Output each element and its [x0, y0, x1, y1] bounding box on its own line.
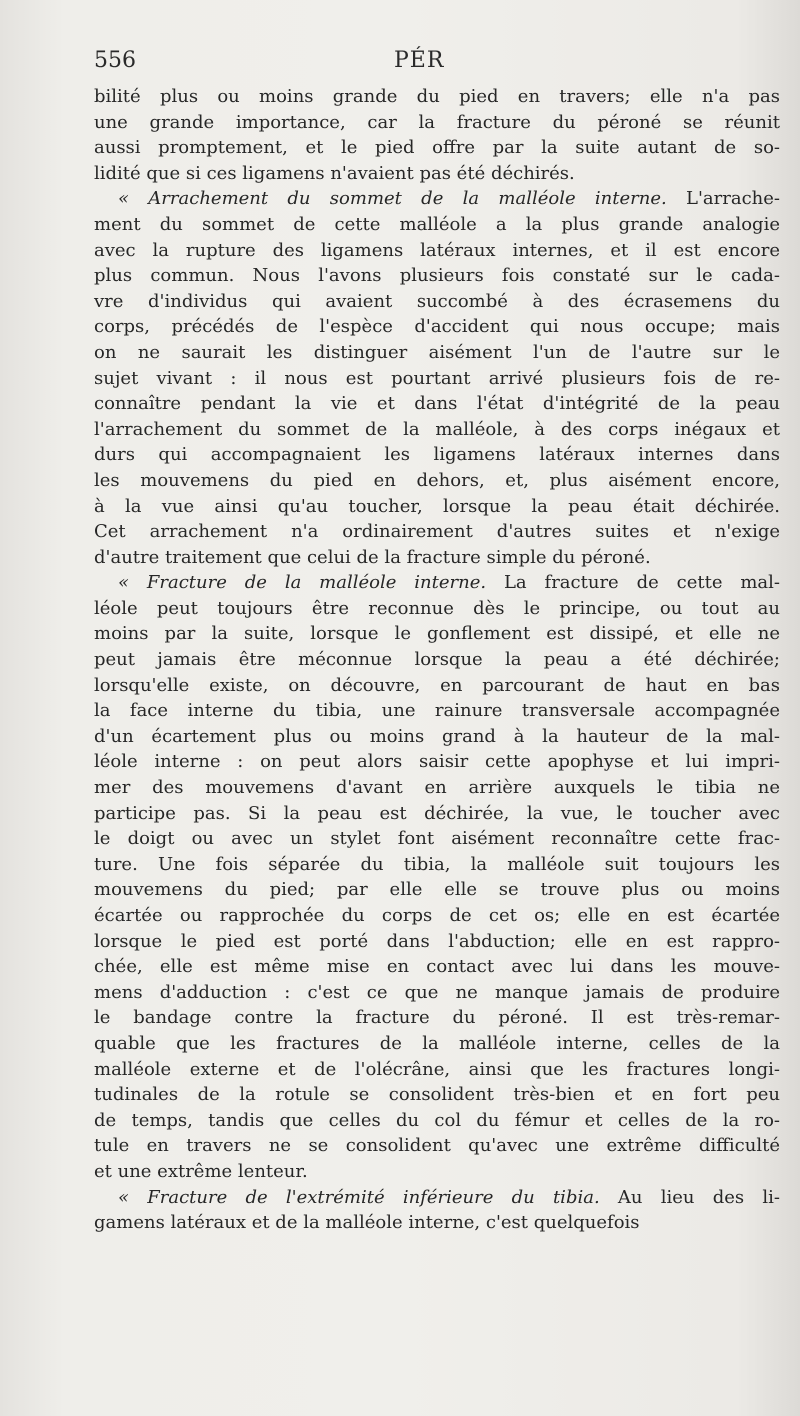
line-text: de temps, tandis que celles du col du fémur et celles de la ro- [94, 1109, 780, 1131]
line-text: tule en travers ne se consolident qu'avec une extrême difficulté [94, 1135, 780, 1157]
line-text: une grande importance, car la fracture du péroné se réunit [94, 111, 780, 133]
line-text: bilité plus ou moins grande du pied en travers; elle n'a pas [94, 86, 780, 107]
line-text: d'un écartement plus ou moins grand à la hauteur de la mal- [94, 725, 780, 747]
line-text: corps, précédés de l'espèce d'accident qui nous occupe; mais [94, 316, 780, 338]
line-text: l'arrachement du sommet de la malléole, à des corps inégaux et [94, 418, 780, 440]
italic-heading: « Fracture de la malléole interne. [118, 572, 487, 594]
page-header [94, 48, 754, 82]
text-line [94, 954, 780, 980]
line-text: connaître pendant la vie et dans l'état d'intégrité de la peau [94, 393, 780, 415]
text-line [94, 1082, 780, 1108]
line-text: écartée ou rapprochée du corps de cet os; elle en est écartée [94, 905, 780, 926]
text-line [94, 238, 780, 264]
line-text: L'arrache- [666, 188, 781, 210]
text-line [94, 1185, 780, 1211]
text-line [94, 801, 780, 827]
paragraph [94, 570, 780, 1184]
line-text: mouvemens du pied; par elle elle se trouve plus ou moins [94, 879, 780, 901]
text-line [94, 724, 780, 750]
text-line [94, 980, 780, 1006]
text-line [94, 903, 780, 929]
line-text: moins par la suite, lorsque le gonflement est dissipé, et elle ne [94, 623, 780, 645]
text-line [94, 596, 780, 622]
text-line [94, 1210, 780, 1236]
line-text: avec la rupture des ligamens latéraux internes, et il est encore [94, 239, 780, 261]
paragraph [94, 84, 780, 186]
text-line [94, 494, 780, 520]
line-text: le bandage contre la fracture du péroné. Il est très-remar- [94, 1007, 780, 1029]
text-line [94, 314, 780, 340]
text-line [94, 673, 780, 699]
text-line [94, 391, 780, 417]
text-line [94, 852, 780, 878]
text-line [94, 621, 780, 647]
text-line [94, 775, 780, 801]
line-text: lorsque le pied est porté dans l'abduction; elle en est rappro- [94, 930, 780, 952]
line-text: lidité que si ces ligamens n'avaient pas été déchirés. [94, 162, 575, 184]
line-text: ment du sommet de cette malléole a la plus grande analogie [94, 213, 780, 235]
paragraph [94, 1185, 780, 1236]
line-text: tudinales de la rotule se consolident très-bien et en fort peu [94, 1084, 780, 1106]
line-text: vre d'individus qui avaient succombé à des écrasemens du [94, 290, 780, 312]
text-line [94, 84, 780, 110]
line-text: quable que les fractures de la malléole interne, celles de la [94, 1032, 780, 1054]
line-text: le doigt ou avec un stylet font aisément reconnaître cette frac- [94, 828, 780, 850]
text-line [94, 417, 780, 443]
line-text: mer des mouvemens d'avant en arrière auxquels le tibia ne [94, 777, 780, 799]
line-text: d'autre traitement que celui de la fracture simple du péroné. [94, 546, 651, 568]
text-line [94, 877, 780, 903]
italic-heading: « Fracture de l'extrémité inférieure du tibia. [118, 1186, 600, 1208]
text-line [94, 366, 780, 392]
running-head: PÉR [394, 48, 445, 73]
line-text: léole peut toujours être reconnue dès le principe, ou tout au [94, 597, 780, 619]
text-line [94, 1108, 780, 1134]
text-line [94, 161, 780, 187]
text-line [94, 749, 780, 775]
line-text: sujet vivant : il nous est pourtant arrivé plusieurs fois de re- [94, 367, 780, 389]
text-line [94, 826, 780, 852]
line-text: les mouvemens du pied en dehors, et, plus aisément encore, [94, 469, 780, 491]
text-line [94, 186, 780, 212]
line-text: ture. Une fois séparée du tibia, la malléole suit toujours les [94, 853, 780, 875]
text-line [94, 698, 780, 724]
text-line [94, 289, 780, 315]
line-text: et une extrême lenteur. [94, 1160, 308, 1182]
line-text: chée, elle est même mise en contact avec lui dans les mouve- [94, 956, 780, 978]
line-text: peut jamais être méconnue lorsque la peau a été déchirée; [94, 649, 780, 671]
text-line [94, 263, 780, 289]
text-line [94, 1159, 780, 1185]
line-text: durs qui accompagnaient les ligamens latéraux internes dans [94, 444, 780, 466]
line-text: participe pas. Si la peau est déchirée, la vue, le toucher avec [94, 802, 780, 824]
paragraph [94, 186, 780, 570]
line-text: léole interne : on peut alors saisir cette apophyse et lui impri- [94, 751, 780, 773]
line-text: Cet arrachement n'a ordinairement d'autres suites et n'exige [94, 521, 780, 543]
text-line [94, 110, 780, 136]
text-line [94, 929, 780, 955]
line-text: lorsqu'elle existe, on découvre, en parcourant de haut en bas [94, 674, 780, 696]
text-line [94, 545, 780, 571]
text-line [94, 570, 780, 596]
text-line [94, 212, 780, 238]
text-line [94, 135, 780, 161]
text-line [94, 468, 780, 494]
text-line [94, 1057, 780, 1083]
line-text: à la vue ainsi qu'au toucher, lorsque la peau était déchirée. [94, 495, 780, 517]
page-number: 556 [94, 48, 136, 73]
line-text: gamens latéraux et de la malléole interne, c'est quelquefois [94, 1212, 640, 1234]
line-text: Au lieu des li- [599, 1186, 780, 1208]
italic-heading: « Arrachement du sommet de la malléole interne. [118, 188, 667, 210]
text-line [94, 1005, 780, 1031]
line-text: on ne saurait les distinguer aisément l'un de l'autre sur le [94, 341, 780, 363]
line-text: la face interne du tibia, une rainure transversale accompagnée [94, 700, 780, 722]
line-text: aussi promptement, et le pied offre par la suite autant de so- [94, 137, 780, 159]
text-line [94, 519, 780, 545]
text-line [94, 340, 780, 366]
text-line [94, 1133, 780, 1159]
text-line [94, 1031, 780, 1057]
line-text: mens d'adduction : c'est ce que ne manque jamais de produire [94, 981, 780, 1003]
text-line [94, 442, 780, 468]
body-text [94, 84, 780, 1236]
line-text: plus commun. Nous l'avons plusieurs fois constaté sur le cada- [94, 265, 780, 287]
line-text: La fracture de cette mal- [486, 572, 781, 594]
text-line [94, 647, 780, 673]
line-text: malléole externe et de l'olécrâne, ainsi que les fractures longi- [94, 1058, 780, 1080]
